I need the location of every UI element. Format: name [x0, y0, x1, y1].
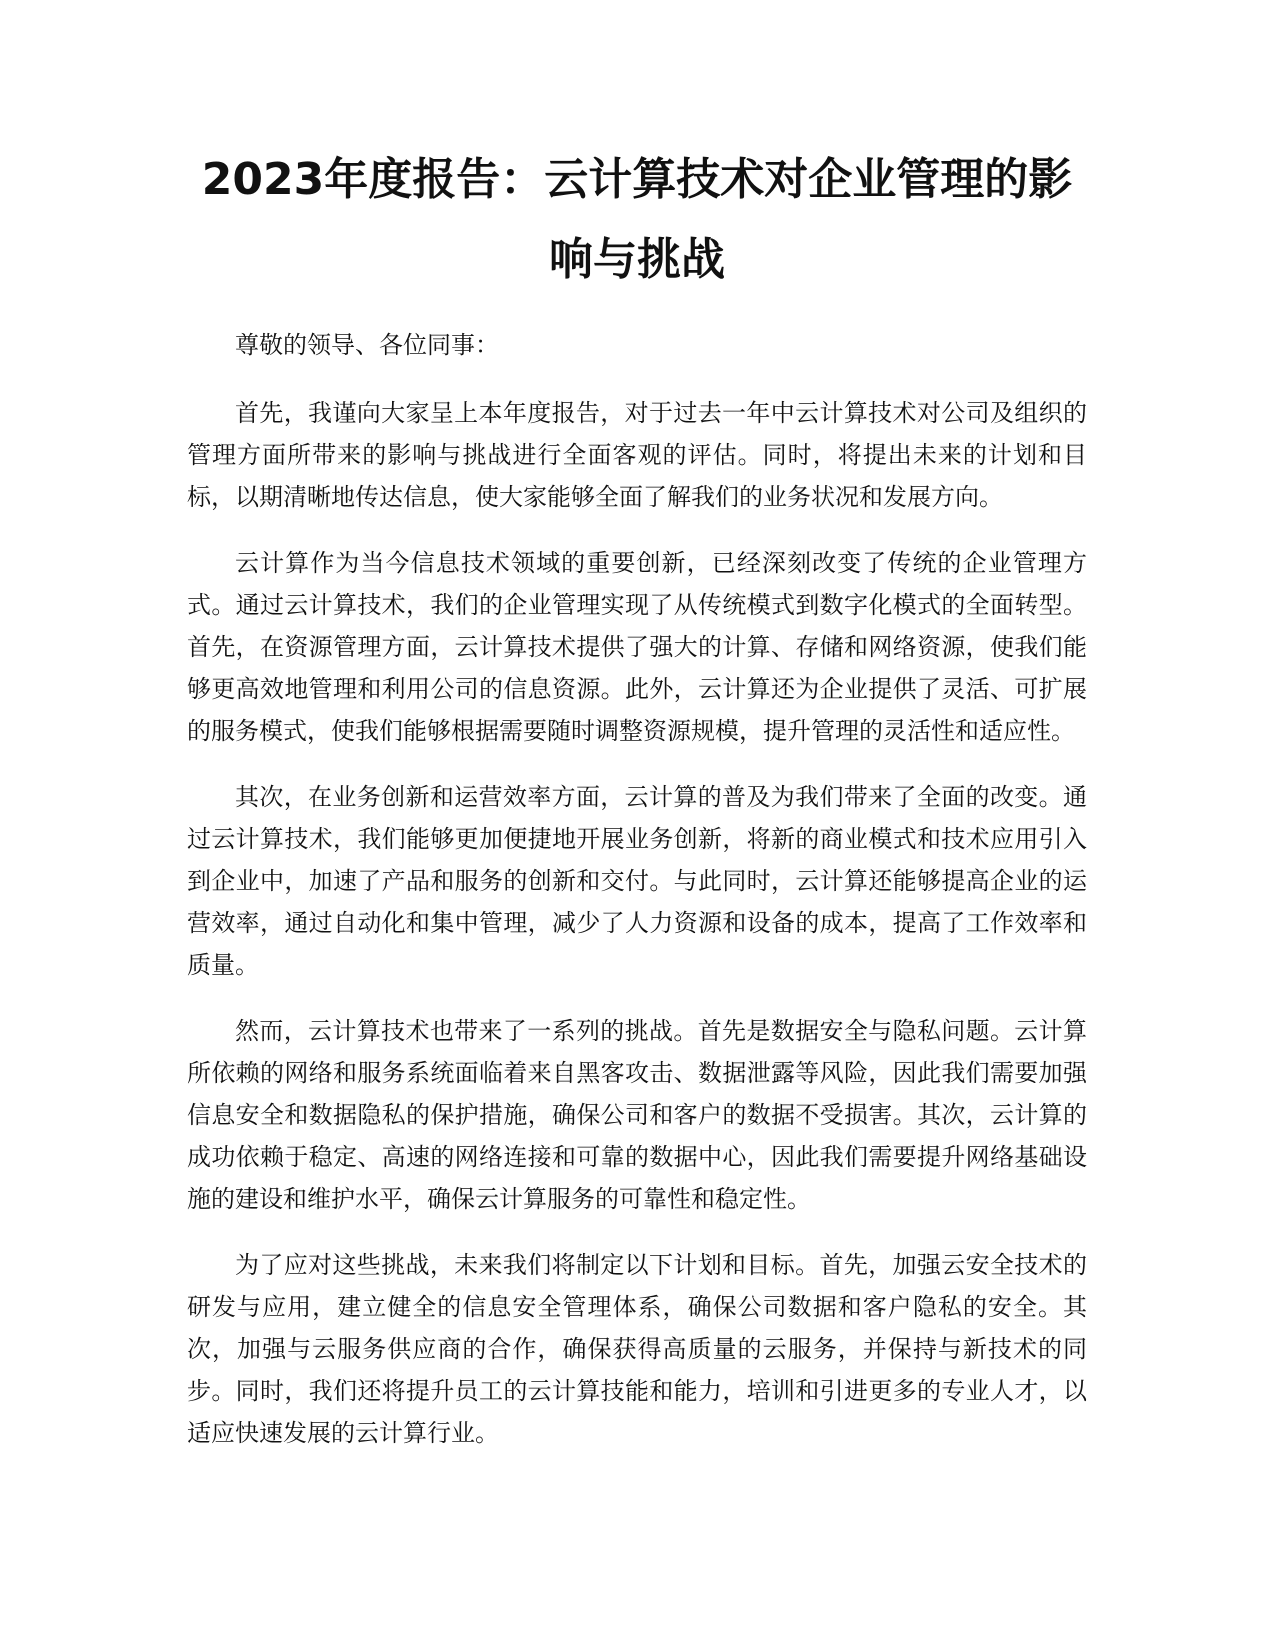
paragraph-future-plans: 为了应对这些挑战，未来我们将制定以下计划和目标。首先，加强云安全技术的研发与应用，建立健全的信息安全管理体系，确保公司数据和客户隐私的安全。其次，加强与云服务供应商的合作，确保获得高质量的云服务，并保持与新技术的同步。同时，我们还将提升员工的云计算技能和能力，培训和引进更多的专业人才，以适应快速发展的云计算行业。: [187, 1251, 1087, 1447]
document-title: 2023年度报告：云计算技术对企业管理的影响与挑战: [201, 154, 1073, 285]
paragraph-business-innovation: 其次，在业务创新和运营效率方面，云计算的普及为我们带来了全面的改变。通过云计算技术，我们能够更加便捷地开展业务创新，将新的商业模式和技术应用引入到企业中，加速了产品和服务的创新和交付。与此同时，云计算还能够提高企业的运营效率，通过自动化和集中管理，减少了人力资源和设备的成本，提高了工作效率和质量。: [187, 783, 1087, 979]
paragraph-challenges: 然而，云计算技术也带来了一系列的挑战。首先是数据安全与隐私问题。云计算所依赖的网络和服务系统面临着来自黑客攻击、数据泄露等风险，因此我们需要加强信息安全和数据隐私的保护措施，确保公司和客户的数据不受损害。其次，云计算的成功依赖于稳定、高速的网络连接和可靠的数据中心，因此我们需要提升网络基础设施的建设和维护水平，确保云计算服务的可靠性和稳定性。: [187, 1017, 1087, 1213]
salutation: 尊敬的领导、各位同事：: [235, 331, 499, 359]
document-page: [187, 140, 1087, 1478]
paragraph-management-transformation: 云计算作为当今信息技术领域的重要创新，已经深刻改变了传统的企业管理方式。通过云计算技术，我们的企业管理实现了从传统模式到数字化模式的全面转型。首先，在资源管理方面，云计算技术提供了强大的计算、存储和网络资源，使我们能够更高效地管理和利用公司的信息资源。此外，云计算还为企业提供了灵活、可扩展的服务模式，使我们能够根据需要随时调整资源规模，提升管理的灵活性和适应性。: [187, 549, 1087, 745]
paragraph-intro: 首先，我谨向大家呈上本年度报告，对于过去一年中云计算技术对公司及组织的管理方面所带来的影响与挑战进行全面客观的评估。同时，将提出未来的计划和目标，以期清晰地传达信息，使大家能够全面了解我们的业务状况和发展方向。: [187, 399, 1087, 511]
